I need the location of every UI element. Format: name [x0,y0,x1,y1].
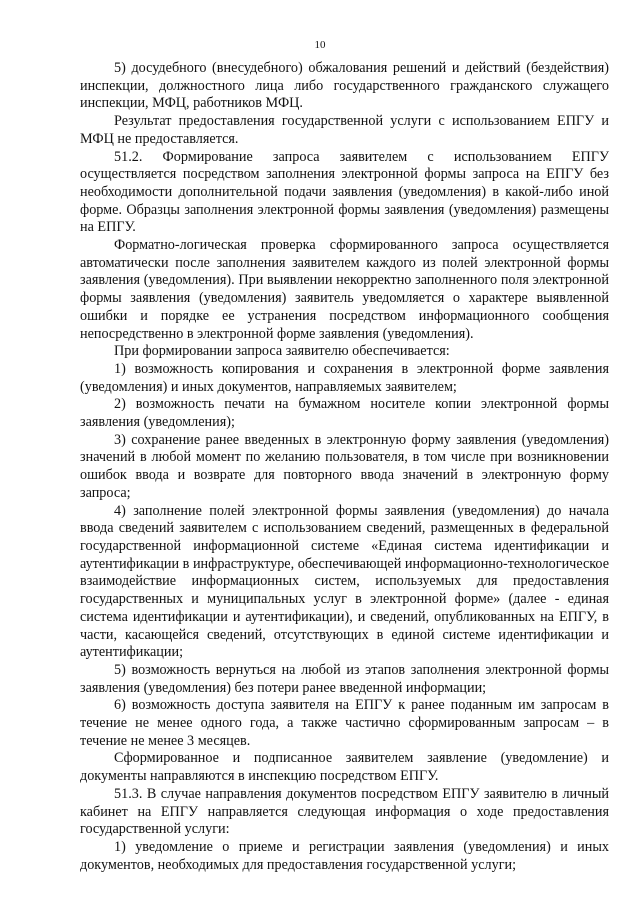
list-item-2-print: 2) возможность печати на бумажном носителе копии электронной формы заявления (уведомления); [80,396,609,431]
list-item-5-return-to-step: 5) возможность вернуться на любой из этапов заполнения электронной формы заявления (уведомления) без потери ранее введенной информации; [80,661,609,696]
paragraph-result-not-provided: Результат предоставления государственной услуги с использованием ЕПГУ и МФЦ не предоставляется. [80,113,609,147]
paragraph-format-check: Форматно-логическая проверка сформированного запроса осуществляется автоматически после заполнения заявителем каждого из полей электронной формы заявления (уведомления). При выявлении некорректно заполненного поля электронной формы заявления (уведомления) заявитель уведомляется о характере выявленной ошибки и порядке ее устранения посредством информационного сообщения непосредственно в электронной форме заявления (уведомления). [80,237,609,342]
document-body [80,60,609,874]
paragraph-provided-list-intro: При формировании запроса заявителю обеспечивается: [114,343,450,360]
paragraph-51-3: 51.3. В случае направления документов посредством ЕПГУ заявителю в личный кабинет на ЕПГУ направляется следующая информация о ходе предоставления государственной услуги: [80,785,609,838]
list-item-6-access-requests: 6) возможность доступа заявителя на ЕПГУ к ранее поданным им запросам в течение не менее одного года, а также частично сформированным запросам – в течение не менее 3 месяцев. [80,697,609,749]
paragraph-51-2: 51.2. Формирование запроса заявителем с использованием ЕПГУ осуществляется посредством заполнения электронной формы запроса на ЕПГУ без необходимости дополнительной подачи заявления (уведомления) в какой-либо иной форме. Образцы заполнения электронной формы заявления (уведомления) размещены на ЕПГУ. [80,148,609,236]
paragraph-pretrial-appeal: 5) досудебного (внесудебного) обжалования решений и действий (бездействия) инспекции, должностного лица либо государственного гражданского служащего инспекции, МФЦ, работников МФЦ. [80,60,609,112]
list-item-3-preserve-values: 3) сохранение ранее введенных в электронную форму заявления (уведомления) значений в любой момент по желанию пользователя, в том числе при возникновении ошибок ввода и возврате для повторного ввода значений в электронную форму запроса; [80,431,609,501]
paragraph-signed-submission: Сформированное и подписанное заявителем заявление (уведомление) и документы направляются в инспекцию посредством ЕПГУ. [80,750,609,785]
list-item-1-notification: 1) уведомление о приеме и регистрации заявления (уведомления) и иных документов, необходимых для предоставления государственной услуги; [80,838,609,873]
list-item-1-copy-save: 1) возможность копирования и сохранения в электронной форме заявления (уведомления) и иных документов, направляемых заявителем; [80,360,609,395]
list-item-4-autofill: 4) заполнение полей электронной формы заявления (уведомления) до начала ввода сведений заявителем с использованием сведений, размещенных в федеральной государственной информационной системе «Единая система идентификации и аутентификации в инфраструктуре, обеспечивающей информационно-технологическое взаимодействие информационных систем, используемых для предоставления государственных и муниципальных услуг в электронной форме» (далее - единая система идентификации и аутентификации), и сведений, опубликованных на ЕПГУ, в части, касающейся сведений, отсутствующих в единой системе идентификации и аутентификации; [80,502,609,661]
page-number: 10 [314,39,326,51]
